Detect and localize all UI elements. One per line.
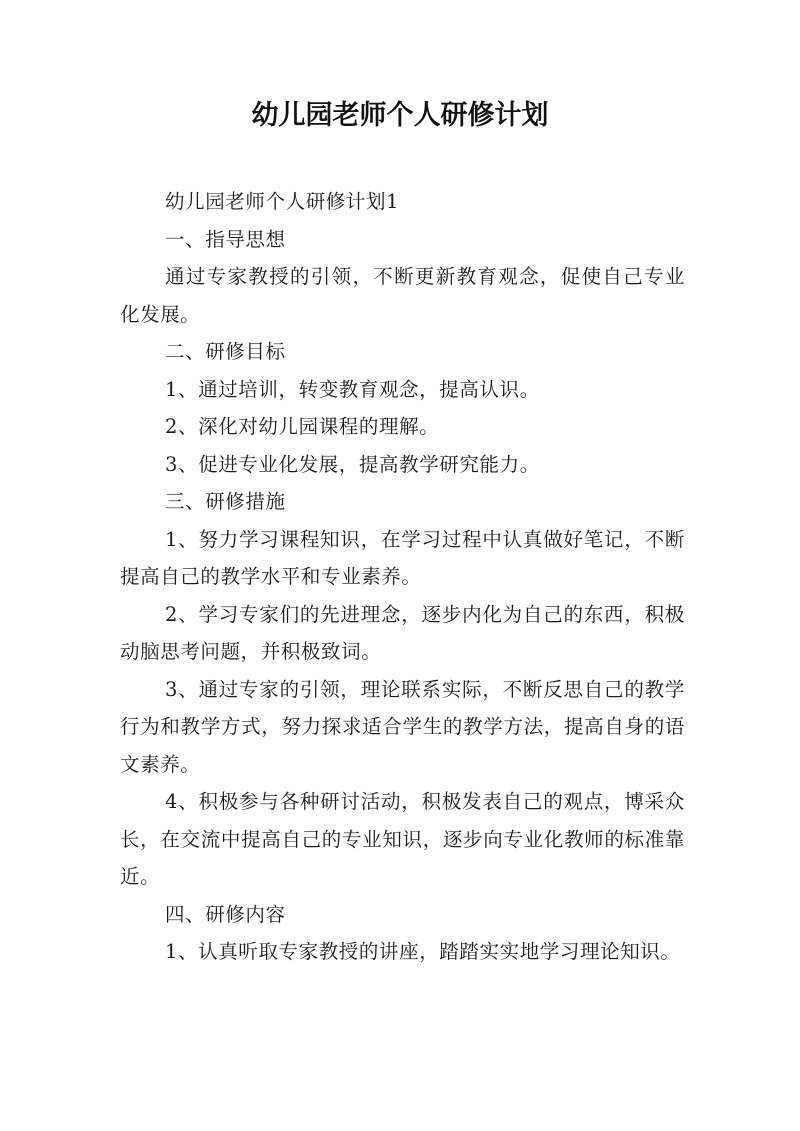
- list-item: 3、通过专家的引领，理论联系实际，不断反思自己的教学行为和教学方式，努力探求适合学生的教学方法，提高自身的语文素养。: [120, 677, 685, 776]
- document-title: 幼儿园老师个人研修计划: [251, 100, 549, 131]
- subtitle-paragraph: 幼儿园老师个人研修计划1: [165, 190, 400, 213]
- body-paragraph: 通过专家教授的引领，不断更新教育观念，促使自己专业化发展。: [120, 265, 685, 326]
- section-heading-goals: 二、研修目标: [165, 340, 286, 363]
- list-item: 4、积极参与各种研讨活动，积极发表自己的观点，博采众长，在交流中提高自己的专业知识，逐步向专业化教师的标准靠近。: [120, 790, 685, 888]
- list-item: 3、促进专业化发展，提高教学研究能力。: [165, 452, 540, 476]
- section-heading-guiding-thought: 一、指导思想: [165, 227, 286, 251]
- list-item: 1、努力学习课程知识，在学习过程中认真做好笔记，不断提高自己的教学水平和专业素养。: [120, 527, 685, 588]
- list-item: 2、深化对幼儿园课程的理解。: [165, 415, 440, 438]
- list-item: 2、学习专家们的先进理念，逐步内化为自己的东西，积极动脑思考问题，并积极致词。: [120, 602, 685, 663]
- list-item: 1、认真听取专家教授的讲座，踏踏实实地学习理论知识。: [165, 940, 681, 963]
- list-item: 1、通过培训，转变教育观念，提高认识。: [165, 377, 540, 401]
- section-heading-measures: 三、研修措施: [165, 490, 286, 513]
- document-body: [120, 183, 685, 971]
- section-heading-content: 四、研修内容: [165, 902, 286, 926]
